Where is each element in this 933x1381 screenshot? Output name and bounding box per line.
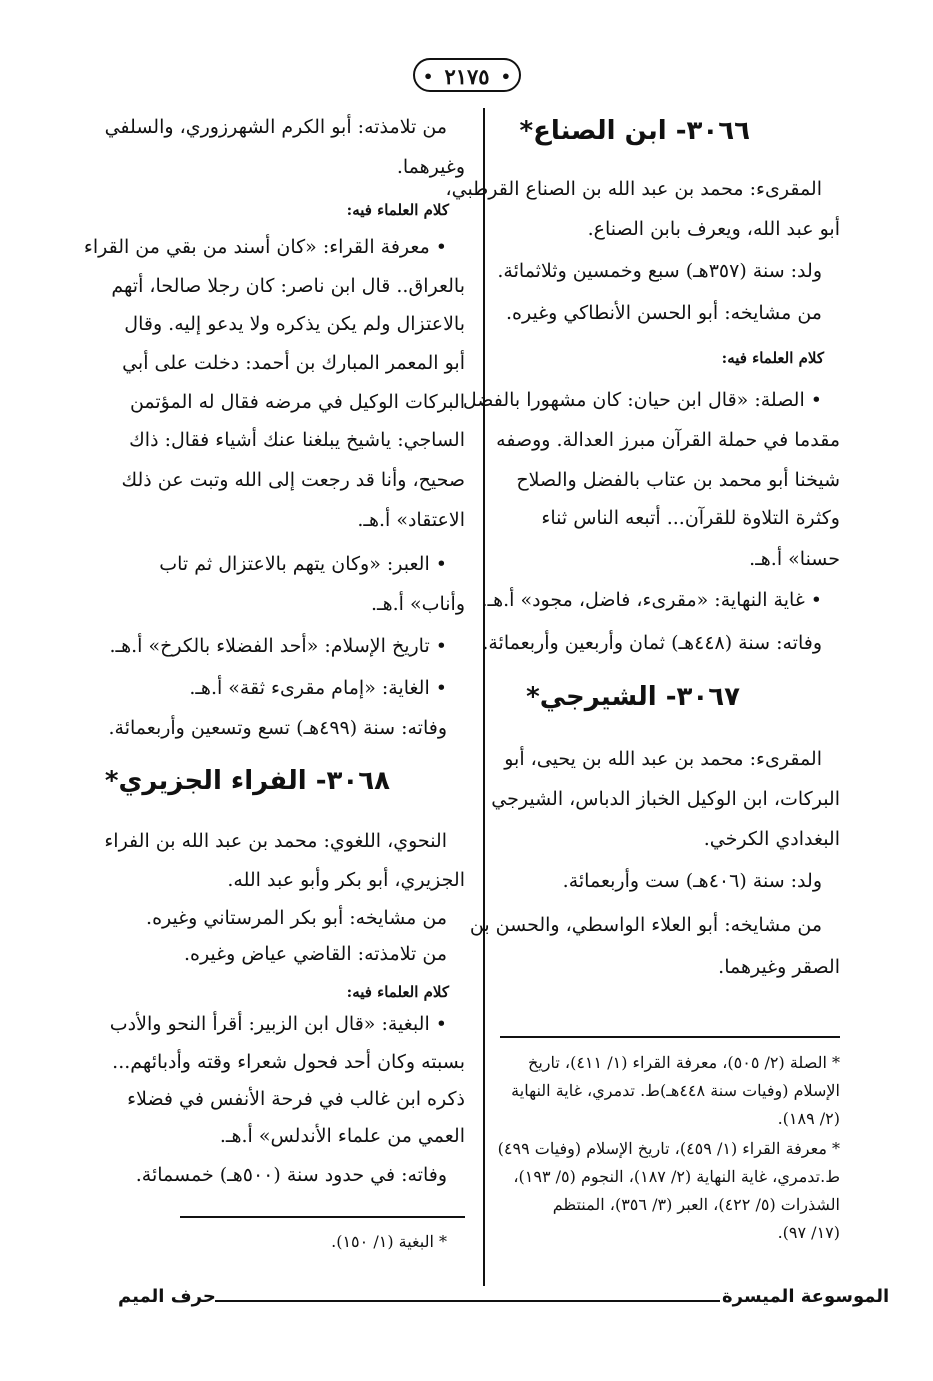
entry-3066-line: ولد: سنة (٣٥٧هـ) سبع وخمسين وثلاثمائة. (497, 260, 822, 282)
page-number: • ٢١٧٥ • (413, 58, 521, 92)
entry-3067-line: من مشايخه: أبو العلاء الواسطي، والحسن بن (469, 914, 822, 936)
entry-3067-line: المقرىء: محمد بن عبد الله بن يحيى، أبو (504, 748, 822, 770)
entry-3068-line: • البغية: «قال ابن الزبير: أقرأ النحو والأدب (109, 1013, 447, 1035)
section-label: كلام العلماء فيه: (346, 983, 449, 1001)
entry-3068-line: العمي من علماء الأندلس» أ.هـ. (219, 1125, 465, 1147)
footnote-line: * معرفة القراء (١/ ٤٥٩)، تاريخ الإسلام (وفيات ٤٩٩) (497, 1139, 840, 1158)
entry-3066-heading: ٣٠٦٦- ابن الصناع* (519, 116, 750, 146)
footnote-rule (500, 1036, 840, 1038)
entry-3067-heading: ٣٠٦٧- الشيرجي* (526, 682, 740, 712)
entry-3068-line: من تلامذته: القاضي عياض وغيره. (183, 943, 447, 965)
footnote-line: (١٧/ ٩٧). (777, 1223, 840, 1242)
continuation-line: الاعتقاد» أ.هـ. (357, 509, 465, 531)
continuation-line: بالاعتزال ولم يكن يذكره ولا يدعو إليه. وقال (124, 313, 465, 335)
continuation-line: أبو المعمر المبارك بن أحمد: دخلت على أبي (122, 352, 465, 374)
continuation-line: البركات الوكيل في مرضه فقال له المؤتمن (129, 391, 465, 413)
footnote-line: الشذرات (٥/ ٤٢٢)، العبر (٣/ ٣٥٦)، المنتظم (552, 1195, 840, 1214)
entry-3067-line: البغدادي الكرخي. (703, 828, 840, 850)
footnote-line: ط.تدمري، غاية النهاية (٢/ ١٨٧)، النجوم (٥/ ١٩٣)، (513, 1167, 840, 1186)
footer-rule (215, 1300, 720, 1302)
footnote-line: * الصلة (٢/ ٥٠٥)، معرفة القراء (١/ ٤١١)، تاريخ (528, 1053, 840, 1072)
entry-3068-line: ذكره ابن غالب في فرحة الأنفس في فضلاء (127, 1088, 465, 1110)
entry-3068-heading: ٣٠٦٨- الفراء الجزيري* (104, 766, 390, 796)
entry-3066-line: أبو عبد الله، ويعرف بابن الصناع. (587, 218, 840, 240)
continuation-line: • معرفة القراء: «كان أسند من بقي من القراء (83, 236, 447, 258)
entry-3067-line: ولد: سنة (٤٠٦هـ) ست وأربعمائة. (562, 870, 822, 892)
column-divider (483, 108, 485, 1286)
footnote-line: * البغية (١/ ١٥٠). (331, 1232, 447, 1251)
entry-3066-line: وفاته: سنة (٤٤٨هـ) ثمان وأربعين وأربعمائة. (482, 632, 822, 654)
entry-3066-line: وكثرة التلاوة للقرآن... أتبعه الناس ثناء (541, 507, 840, 529)
footnote-line: الإسلام (وفيات سنة ٤٤٨هـ)ط. تدمري، غاية النهاية (511, 1081, 840, 1100)
entry-3068-line: الجزيري، أبو بكر وأبو عبد الله. (227, 869, 465, 891)
footer-section-title: حرف الميم (118, 1286, 216, 1307)
continuation-line: • تاريخ الإسلام: «أحد الفضلاء بالكرخ» أ.هـ. (109, 635, 447, 657)
continuation-line: الساجي: ياشيخ يبلغنا عنك أشياء فقال: ذاك (129, 429, 465, 451)
continuation-line: صحيح، وأنا قد رجعت إلى الله وتبت عن ذلك (121, 469, 465, 491)
entry-3066-line: مقدما في حملة القرآن مبرز العدالة. ووصفه (496, 429, 840, 451)
continuation-line: بالعراق.. قال ابن ناصر: كان رجلا صالحا، أتهم (111, 275, 465, 297)
continuation-line: من تلامذته: أبو الكرم الشهرزوري، والسلفي (104, 116, 447, 138)
entry-3067-line: الصقر وغيرهما. (718, 956, 840, 978)
continuation-line: وأناب» أ.هـ. (370, 593, 465, 615)
footer-book-title: الموسوعة الميسرة (722, 1286, 890, 1307)
entry-3066-line: حسنا» أ.هـ. (749, 548, 840, 570)
footnote-rule (180, 1216, 465, 1218)
entry-3066-line: • غاية النهاية: «مقرىء، فاضل، مجود» أ.هـ. (481, 589, 822, 611)
entry-3066-line: المقرىء: محمد بن عبد الله بن الصناع القرطبي، (445, 178, 822, 200)
section-label: كلام العلماء فيه: (346, 201, 449, 219)
entry-3066-line: • الصلة: «قال ابن حيان: كان مشهورا بالفضل (462, 389, 822, 411)
entry-3068-line: بسبته وكان أحد فحول شعراء وقته وأدبائهم... (112, 1051, 465, 1073)
section-label: كلام العلماء فيه: (721, 349, 824, 367)
footnote-line: (٢/ ١٨٩). (777, 1109, 840, 1128)
continuation-line: وغيرهما. (396, 156, 465, 178)
entry-3068-line: من مشايخه: أبو بكر المرستاني وغيره. (146, 907, 447, 929)
continuation-line: وفاته: سنة (٤٩٩هـ) تسع وتسعين وأربعمائة. (108, 717, 447, 739)
entry-3068-line: النحوي، اللغوي: محمد بن عبد الله بن الفراء (104, 830, 447, 852)
entry-3066-line: شيخنا أبو محمد بن عتاب بالفضل والصلاح (516, 469, 840, 491)
entry-3066-line: من مشايخه: أبو الحسن الأنطاكي وغيره. (505, 302, 822, 324)
continuation-line: • العبر: «وكان يتهم بالاعتزال ثم تاب (159, 553, 447, 575)
entry-3068-line: وفاته: في حدود سنة (٥٠٠هـ) خمسمائة. (135, 1164, 447, 1186)
entry-3067-line: البركات، ابن الوكيل الخباز الدباس، الشيرجي (491, 788, 840, 810)
continuation-line: • الغاية: «إمام مقرىء ثقة» أ.هـ. (189, 677, 447, 699)
